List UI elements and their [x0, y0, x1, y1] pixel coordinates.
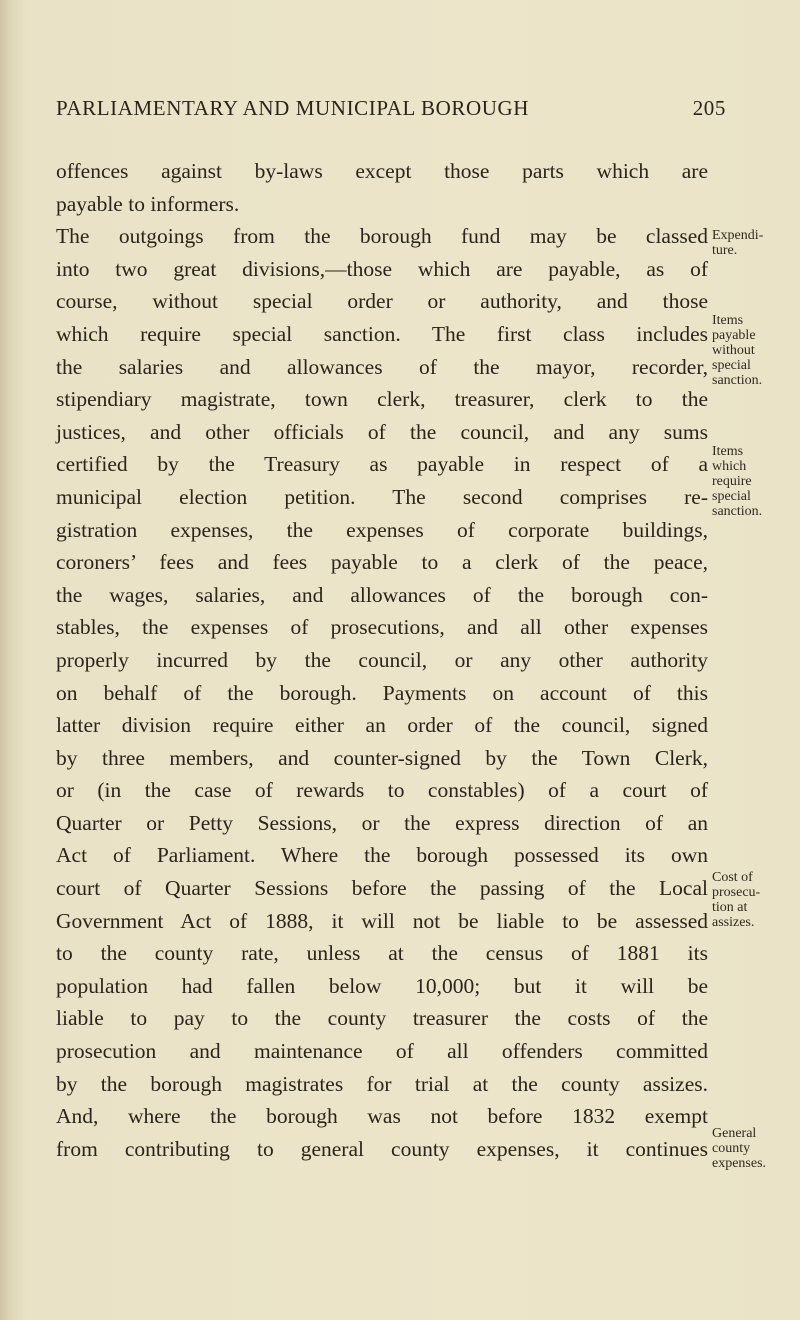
body-line: by three members, and counter-signed by the Town Clerk,	[56, 745, 708, 770]
body-line: liable to pay to the county treasurer the costs of the	[56, 1006, 708, 1031]
margin-note-line: county	[712, 1141, 751, 1156]
margin-note-line: require	[712, 474, 752, 489]
body-line: court of Quarter Sessions before the passing of the Local	[56, 876, 708, 901]
margin-note-items-without-sanction	[712, 313, 798, 388]
body-line: the salaries and allowances of the mayor, recorder,	[56, 354, 708, 379]
margin-note-line: expenses.	[712, 1156, 767, 1171]
body-line: gistration expenses, the expenses of corporate buildings,	[56, 517, 708, 542]
margin-note-line: tion at	[712, 900, 748, 915]
body-line: which require special sanction. The first class includes	[56, 321, 708, 346]
body-text	[56, 155, 708, 1165]
body-line: coroners’ fees and fees payable to a clerk of the peace,	[56, 550, 708, 575]
margin-note-line: sanction.	[712, 504, 763, 519]
margin-note-line: Cost of	[712, 870, 753, 885]
body-line: or (in the case of rewards to constables) of a court of	[56, 778, 708, 803]
margin-note-line: special	[712, 489, 751, 504]
body-line: payable to informers.	[56, 191, 240, 216]
body-line: population had fallen below 10,000; but it will be	[56, 973, 708, 998]
body-line: course, without special order or authority, and those	[56, 289, 708, 314]
margin-note-expenditure	[712, 228, 798, 258]
body-line: Government Act of 1888, it will not be liable to be assessed	[56, 908, 708, 933]
body-line: the wages, salaries, and allowances of the borough con-	[56, 582, 708, 607]
margin-note-line: sanction.	[712, 373, 763, 388]
margin-note-line: ture.	[712, 243, 738, 258]
margin-note-line: payable	[712, 328, 756, 343]
body-line: municipal election petition. The second comprises re-	[56, 484, 708, 509]
running-head	[56, 96, 736, 121]
body-line: Quarter or Petty Sessions, or the express direction of an	[56, 810, 708, 835]
body-line: from contributing to general county expenses, it continues	[56, 1136, 708, 1161]
margin-note-line: Items	[712, 313, 744, 328]
margin-note-general-county-expenses	[712, 1126, 798, 1171]
body-line: to the county rate, unless at the census of 1881 its	[56, 941, 708, 966]
body-line: justices, and other officials of the council, and any sums	[56, 419, 708, 444]
body-line: offences against by-laws except those parts which are	[56, 159, 708, 183]
margin-note-line: special	[712, 358, 751, 373]
body-line: The outgoings from the borough fund may be classed	[56, 224, 708, 249]
body-line: on behalf of the borough. Payments on account of this	[56, 680, 708, 705]
body-line: latter division require either an order of the council, signed	[56, 713, 708, 738]
body-line: certified by the Treasury as payable in respect of a	[56, 452, 708, 477]
margin-note-cost-of-prosecution	[712, 870, 798, 930]
body-line: into two great divisions,—those which are payable, as of	[56, 256, 708, 281]
margin-note-line: General	[712, 1126, 757, 1141]
margin-note-items-require-sanction	[712, 444, 798, 519]
body-line: by the borough magistrates for trial at the county assizes.	[56, 1071, 708, 1096]
margin-note-line: which	[712, 459, 747, 474]
body-line: stables, the expenses of prosecutions, and all other expenses	[56, 615, 708, 640]
body-line: properly incurred by the council, or any other authority	[56, 647, 708, 672]
margin-note-line: Expendi-	[712, 228, 764, 243]
page-number: 205	[692, 96, 726, 120]
body-line: prosecution and maintenance of all offenders committed	[56, 1039, 708, 1064]
margin-note-line: assizes.	[712, 915, 755, 930]
margin-note-line: Items	[712, 444, 744, 459]
body-line: stipendiary magistrate, town clerk, treasurer, clerk to the	[56, 387, 708, 412]
running-head-title: PARLIAMENTARY AND MUNICIPAL BOROUGH	[56, 96, 530, 120]
body-line: Act of Parliament. Where the borough possessed its own	[56, 843, 708, 868]
margin-note-line: prosecu-	[712, 885, 761, 900]
body-line: And, where the borough was not before 1832 exempt	[56, 1104, 708, 1129]
margin-note-line: without	[712, 343, 755, 358]
